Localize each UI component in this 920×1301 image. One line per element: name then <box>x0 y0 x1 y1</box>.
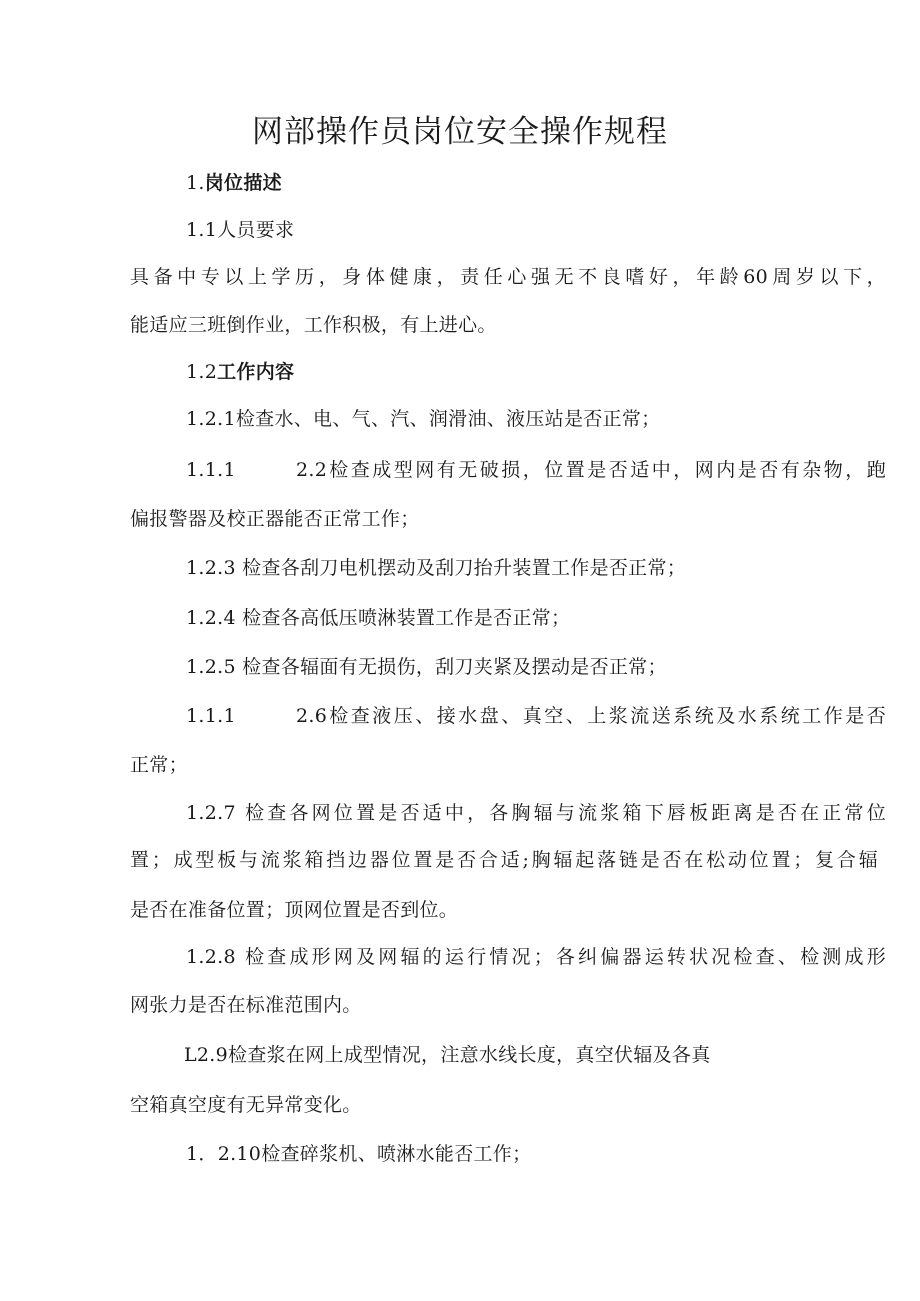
item-1-2-4: 1.2.4 检查各高低压喷淋装置工作是否正常； <box>186 607 571 629</box>
section-1-number: 1. <box>186 172 205 194</box>
section-1-heading <box>186 171 282 195</box>
item-1-2-3: 1.2.3 检查各刮刀电机摆动及刮刀抬升装置工作是否正常； <box>186 557 687 579</box>
section-1-1-body-line-2: 能适应三班倒作业，工作积极，有上进心。 <box>130 314 497 336</box>
item-1-2-9-line-1: L2.9检查浆在网上成型情况，注意水线长度，真空伏辐及各真 <box>184 1044 711 1066</box>
item-1-2-7-line-1: 1.2.7 检查各网位置是否适中，各胸辐与流浆箱下唇板距离是否在正常位 <box>186 802 886 824</box>
item-1-2-2-number: 1.1.1 <box>186 459 236 481</box>
item-1-2-6-line-2: 正常； <box>130 754 188 776</box>
section-1-2-title: 工作内容 <box>217 361 295 383</box>
item-1-2-7-line-3: 是否在准备位置；顶网位置是否到位。 <box>130 899 459 921</box>
item-1-2-1: 1.2.1检查水、电、气、汽、润滑油、液压站是否正常； <box>186 408 661 430</box>
section-1-1-body-line-1: 具备中专以上学历，身体健康，责任心强无不良嗜好，年龄60周岁以下， <box>130 266 886 288</box>
document-title: 网部操作员岗位安全操作规程 <box>252 114 668 150</box>
item-1-2-6-number: 1.1.1 <box>186 705 236 727</box>
section-1-2-heading <box>186 360 294 384</box>
item-1-2-7-line-2: 置；成型板与流浆箱挡边器位置是否合适;胸辐起落链是否在松动位置；复合辐 <box>130 849 878 871</box>
item-1-2-9-line-2: 空箱真空度有无异常变化。 <box>130 1094 362 1116</box>
section-1-2-number: 1.2 <box>186 361 218 383</box>
section-1-title: 岗位描述 <box>204 172 282 194</box>
item-1-2-6-line-1: 2.6检查液压、接水盘、真空、上浆流送系统及水系统工作是否 <box>296 705 886 727</box>
item-1-2-10: 1．2.10检查碎浆机、喷淋水能否工作； <box>186 1143 532 1165</box>
item-1-2-8-line-1: 1.2.8 检查成形网及网辐的运行情况；各纠偏器运转状况检查、检测成形 <box>186 946 886 968</box>
item-1-2-2-line-1: 2.2检查成型网有无破损，位置是否适中，网内是否有杂物，跑 <box>296 459 886 481</box>
section-1-1-heading: 1.1人员要求 <box>186 219 295 241</box>
item-1-2-5: 1.2.5 检查各辐面有无损伤，刮刀夹紧及摆动是否正常； <box>186 656 667 678</box>
item-1-2-8-line-2: 网张力是否在标准范围内。 <box>130 994 362 1016</box>
item-1-2-2-line-2: 偏报警器及校正器能否正常工作； <box>130 508 420 530</box>
